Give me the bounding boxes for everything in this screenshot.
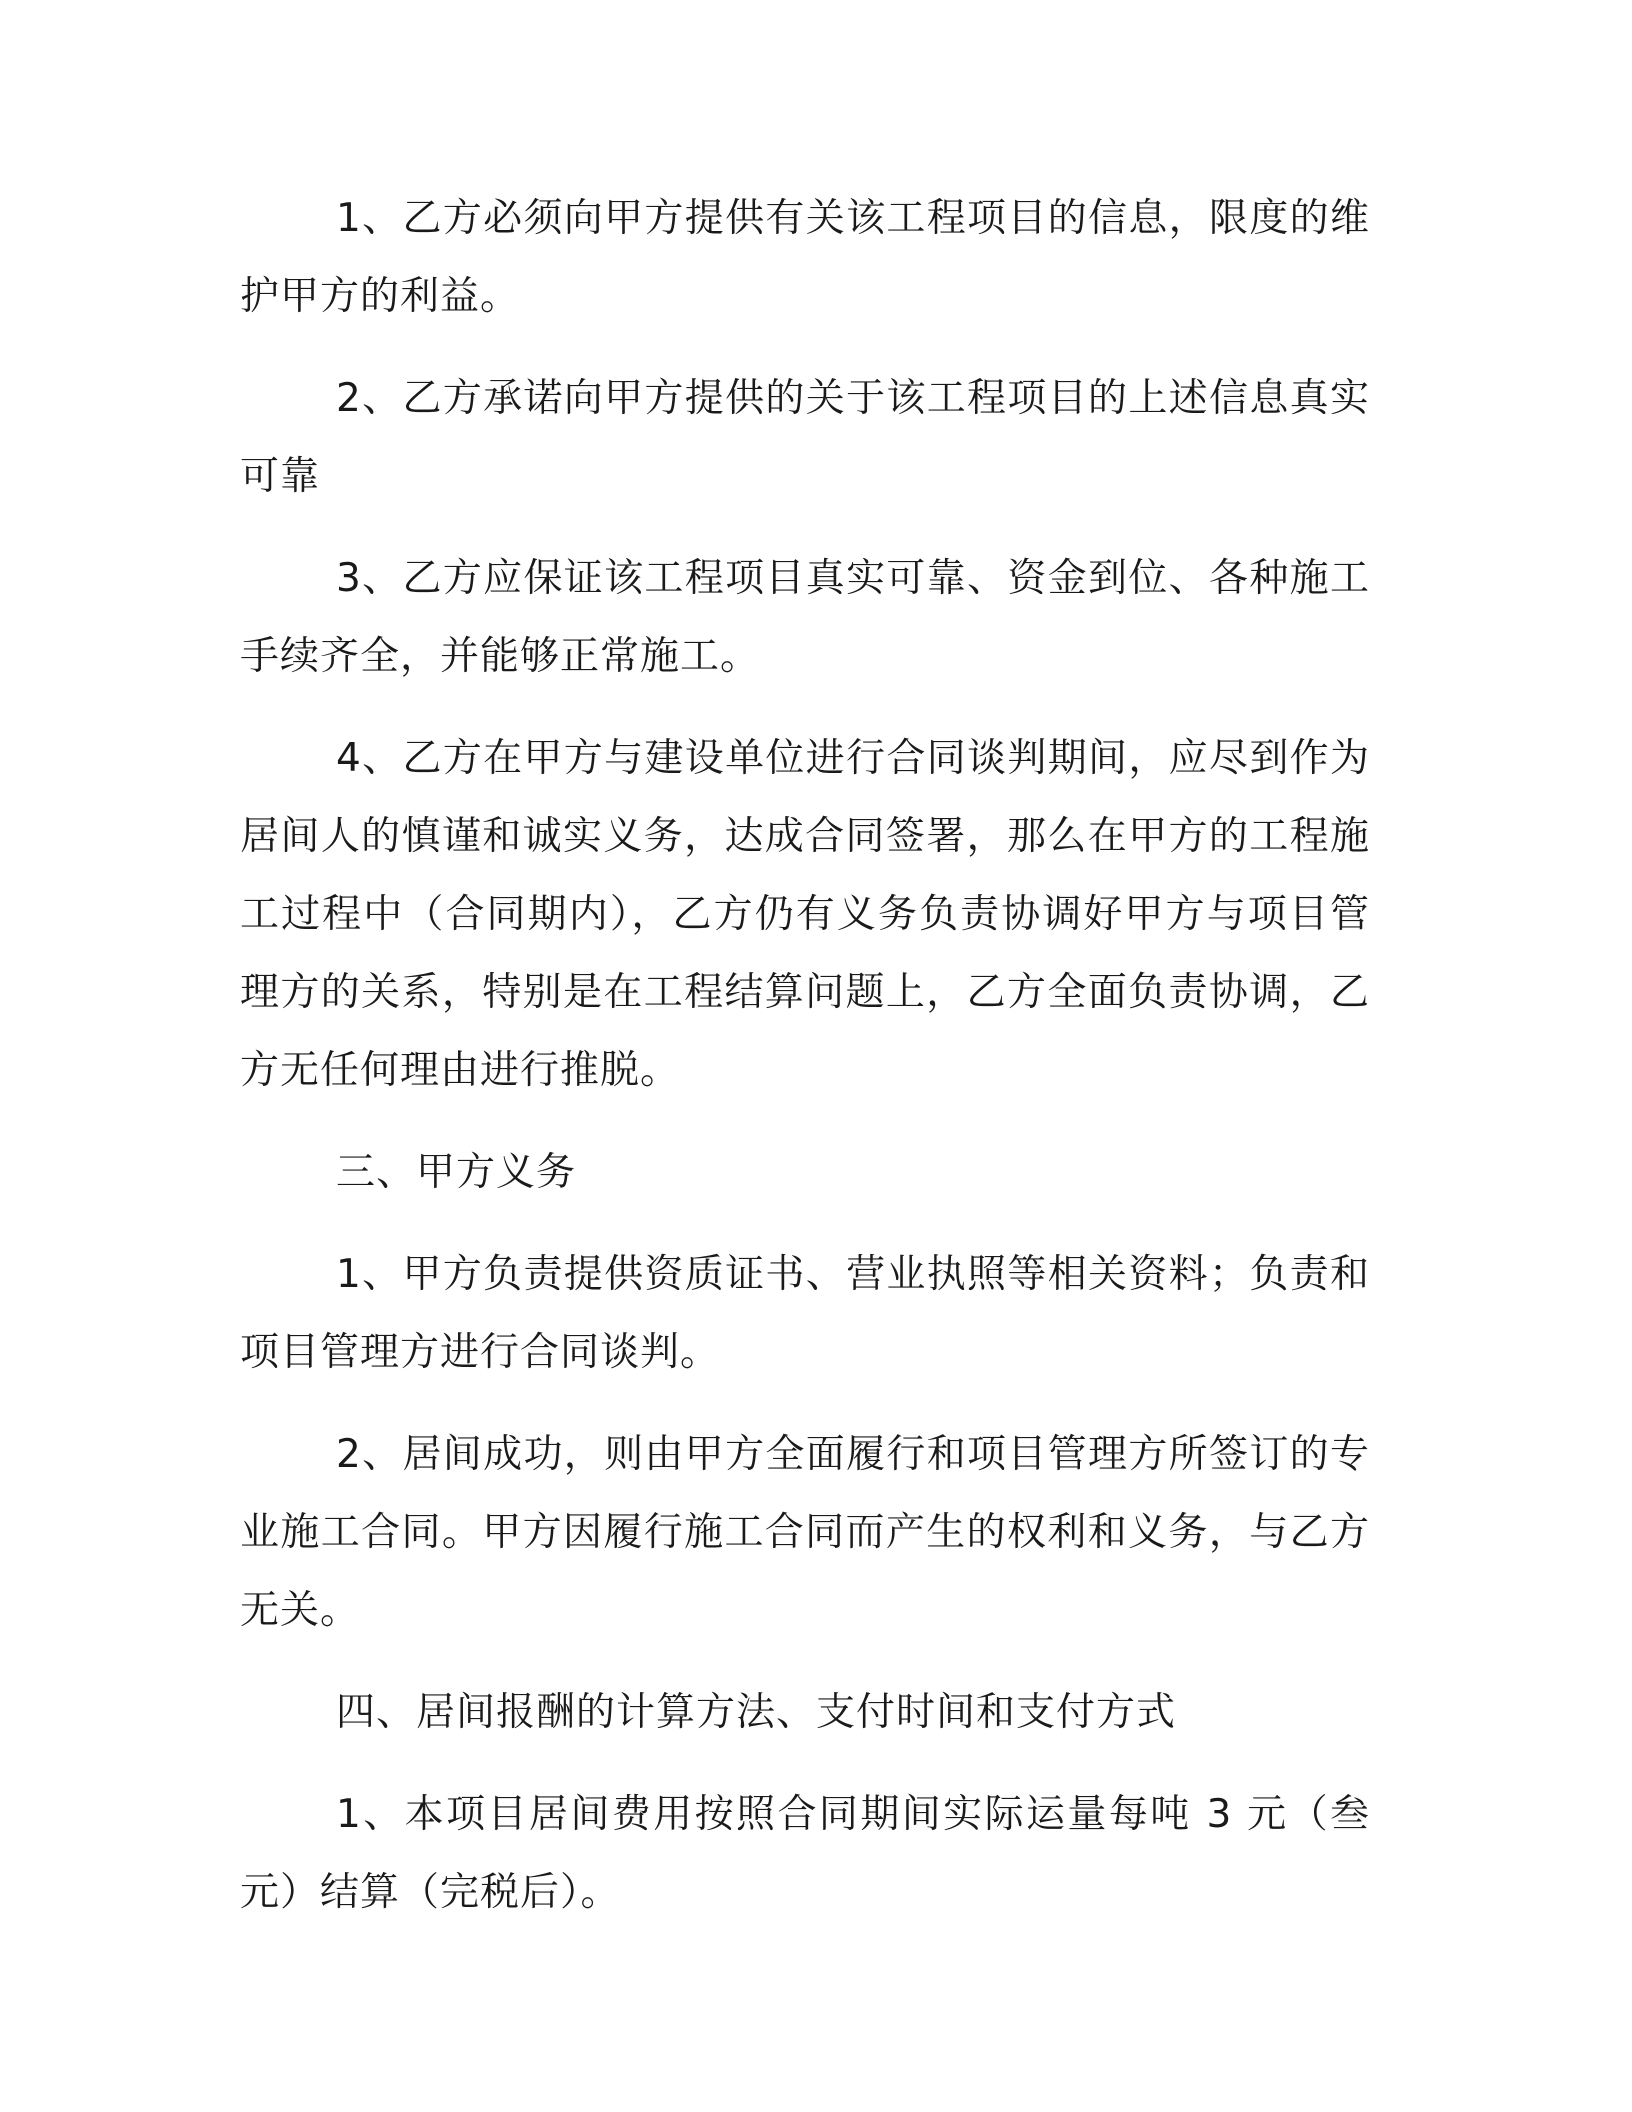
paragraph-party-b-duty-1: 1、乙方必须向甲方提供有关该工程项目的信息，限度的维护甲方的利益。 xyxy=(240,196,1370,319)
paragraph-party-a-duty-1: 1、甲方负责提供资质证书、营业执照等相关资料；负责和项目管理方进行合同谈判。 xyxy=(240,1252,1370,1375)
section-heading-party-a-obligations: 三、甲方义务 xyxy=(336,1150,577,1195)
paragraph-party-b-duty-3: 3、乙方应保证该工程项目真实可靠、资金到位、各种施工手续齐全，并能够正常施工。 xyxy=(240,556,1370,679)
paragraph-party-a-duty-2: 2、居间成功，则由甲方全面履行和项目管理方所签订的专业施工合同。甲方因履行施工合同而产生的权利和义务，与乙方无关。 xyxy=(240,1432,1370,1633)
section-heading-commission: 四、居间报酬的计算方法、支付时间和支付方式 xyxy=(336,1690,1177,1735)
paragraph-commission-1: 1、本项目居间费用按照合同期间实际运量每吨 3 元（叁元）结算（完税后）。 xyxy=(240,1792,1370,1915)
paragraph-party-b-duty-4: 4、乙方在甲方与建设单位进行合同谈判期间，应尽到作为居间人的慎谨和诚实义务，达成合同签署，那么在甲方的工程施工过程中（合同期内），乙方仍有义务负责协调好甲方与项目管理方的关系，特别是在工程结算问题上，乙方全面负责协调，乙方无任何理由进行推脱。 xyxy=(240,736,1370,1093)
paragraph-party-b-duty-2: 2、乙方承诺向甲方提供的关于该工程项目的上述信息真实可靠 xyxy=(240,376,1370,499)
document-page xyxy=(240,180,1370,1956)
